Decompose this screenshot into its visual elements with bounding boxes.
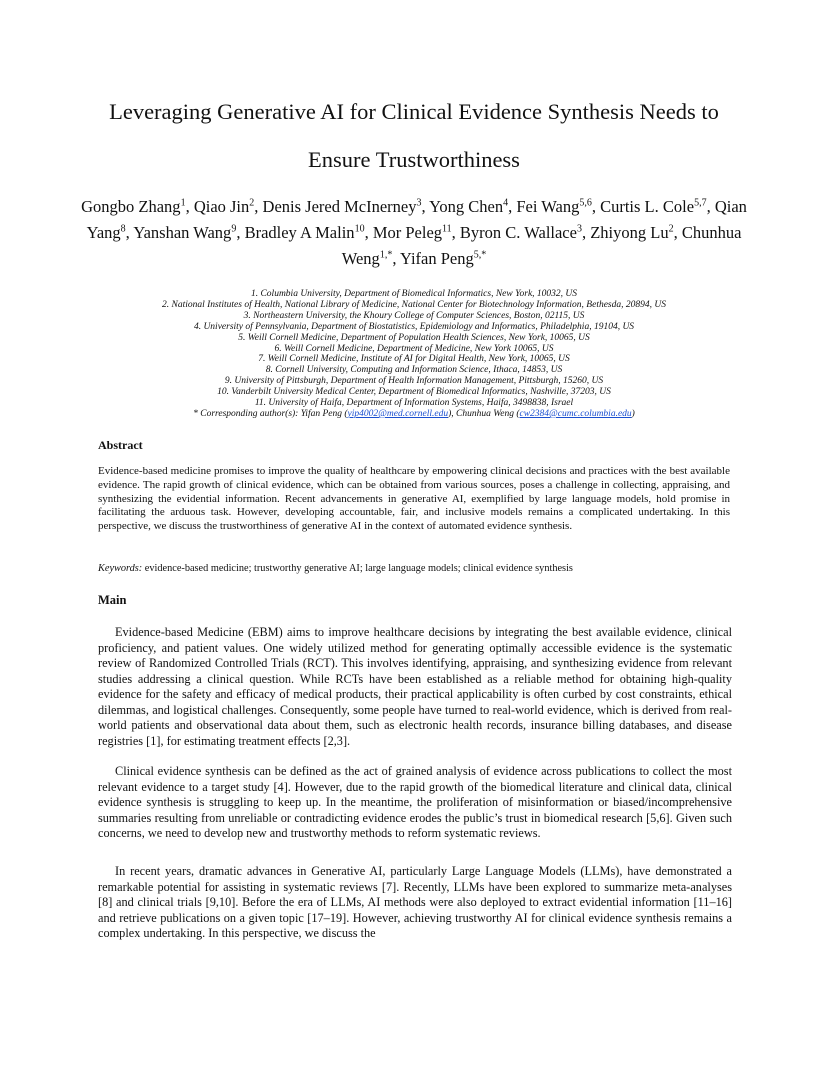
affiliation-line: 9. University of Pittsburgh, Department of Health Information Management, Pittsburgh, 15260, US	[224, 376, 604, 387]
corresponding-suffix: )	[631, 408, 635, 419]
corresponding-prefix: * Corresponding author(s): Yifan Peng (	[193, 408, 348, 419]
corresponding-middle: ), Chunhua Weng (	[448, 408, 520, 419]
abstract-heading: Abstract	[98, 438, 143, 452]
affiliation-line: 8. Cornell University, Computing and Information Science, Ithaca, 14853, US	[265, 365, 563, 376]
author-affiliation-mark: 8	[120, 223, 126, 235]
author-affiliation-mark: 2	[249, 197, 255, 209]
author-name: Yifan Peng	[399, 249, 474, 268]
keywords-line	[98, 563, 738, 574]
author-affiliation-mark: 1	[180, 197, 186, 209]
author-name: Curtis L. Cole	[600, 197, 695, 216]
affiliation-line: 5. Weill Cornell Medicine, Department of Population Health Sciences, New York, 10065, US	[238, 332, 590, 343]
main-heading: Main	[98, 593, 127, 607]
paper-title-line-2: Ensure Trustworthiness	[308, 147, 520, 172]
main-paragraph-2: Clinical evidence synthesis can be defined as the act of grained analysis of evidence across publications to collect the most relevant evidence to a target study [4]. However, due to the rapid growth of the biomedical literature and clinical data, clinical evidence synthesis is struggling to keep up. In the meantime, the proliferation of misinformation or biased/incomprehensive summaries resulting from unreliable or contradicting evidence erodes the public’s trust in biomedical research [5,6]. Given such concerns, we need to develop new and trustworthy methods to reform systematic reviews.	[98, 764, 732, 840]
author-affiliation-mark: 5,*	[473, 249, 487, 261]
keywords-label: Keywords:	[98, 563, 143, 574]
affiliation-line: 7. Weill Cornell Medicine, Institute of AI for Digital Health, New York, 10065, US	[258, 354, 570, 365]
email-link-weng[interactable]: cw2384@cumc.columbia.edu	[519, 408, 632, 419]
author-affiliation-mark: 11	[442, 223, 452, 235]
corresponding-author-line	[60, 409, 768, 420]
affiliation-line: 4. University of Pennsylvania, Department of Biostatistics, Epidemiology and Informatics, Philadelphia, 19104, US	[193, 321, 635, 332]
affiliation-line: 2. National Institutes of Health, National Library of Medicine, National Center for Biotechnology Information, Bethesda, 20894, US	[162, 299, 666, 310]
author-affiliation-mark: 4	[503, 197, 509, 209]
affiliation-line: 6. Weill Cornell Medicine, Department of Medicine, New York 10065, US	[274, 343, 554, 354]
paper-title-line-1: Leveraging Generative AI for Clinical Evidence Synthesis Needs to	[109, 99, 719, 124]
author-name: Byron C. Wallace	[459, 223, 577, 242]
keywords-text: evidence-based medicine; trustworthy generative AI; large language models; clinical evidence synthesis	[142, 563, 573, 574]
affiliation-line: 10. Vanderbilt University Medical Center, Department of Biomedical Informatics, Nashville, 37203, US	[217, 387, 611, 398]
author-name: Yong Chen	[429, 197, 504, 216]
affiliation-line: 1. Columbia University, Department of Biomedical Informatics, New York, 10032, US	[250, 289, 578, 299]
author-affiliation-mark: 3	[576, 223, 582, 235]
author-affiliation-mark: 5,7	[694, 197, 707, 209]
author-affiliation-mark: 5,6	[579, 197, 592, 209]
author-name: Bradley A Malin	[244, 223, 355, 242]
affiliation-line: 11. University of Haifa, Department of Information Systems, Haifa, 3498838, Israel	[254, 398, 574, 409]
author-name: Gongbo Zhang	[81, 197, 181, 216]
main-paragraph-1: Evidence-based Medicine (EBM) aims to improve healthcare decisions by integrating the best available evidence, clinical proficiency, and patient values. One widely utilized method for generating optimally accessible evidence is the systematic review of Randomized Controlled Trials (RCT). This involves identifying, appraising, and synthesizing evidence from relevant studies addressing a clinical question. While RCTs have been established as a reliable method for obtaining high-quality evidence for the safety and efficacy of medical products, their practical applicability is often curbed by cost constraints, ethical dilemmas, and logistical challenges. Consequently, some people have turned to real-world evidence, which is derived from real-world patients and observational data about them, such as electronic health records, insurance billing databases, and disease registries [1], for estimating treatment effects [2,3].	[98, 625, 732, 748]
affiliation-list	[60, 289, 768, 420]
author-name: Qiao Jin	[193, 197, 250, 216]
email-link-peng[interactable]: yip4002@med.cornell.edu	[347, 408, 449, 419]
abstract-text: Evidence-based medicine promises to improve the quality of healthcare by empowering clinical decisions and practices with the best available evidence. The rapid growth of clinical evidence, which can be obtained from various sources, poses a challenge in collecting, appraising, and synthesizing the evidential information. Recent advancements in generative AI, exemplified by large language models, hold promise in facilitating the arduous task. However, developing accountable, fair, and inclusive models remains a complicated undertaking. In this perspective, we discuss the trustworthiness of generative AI in the context of automated evidence synthesis.	[98, 465, 730, 533]
author-affiliation-mark: 10	[354, 223, 365, 235]
affiliation-line: 3. Northeastern University, the Khoury College of Computer Sciences, Boston, 02115, US	[243, 310, 585, 321]
author-affiliation-mark: 9	[231, 223, 237, 235]
author-list: Gongbo Zhang$^1$, Qiao Jin$^2$, Denis Jered McInerney$^3$, Yong Chen$^4$, Fei Wang$^{5,6}$, Curtis L. Cole$^{5,7}$, Qian Yang$^8$, Yanshan Wang$^9$, Bradley A Malin$^{10}$, Mor Peleg$^{11}$, Byron C. Wallace$^3$, Zhiyong Lu$^2$, Chunhua Weng$^{1,*}$, Yifan Peng$^{5,*}$	[81, 197, 747, 268]
author-name: Yanshan Wang	[133, 223, 232, 242]
author-affiliation-mark: 2	[668, 223, 674, 235]
author-affiliation-mark: 1,*	[379, 249, 393, 261]
author-name: Denis Jered McInerney	[262, 197, 417, 216]
main-paragraph-3: In recent years, dramatic advances in Generative AI, particularly Large Language Models (LLMs), have demonstrated a remarkable potential for assisting in systematic reviews [7]. Recently, LLMs have been explored to summarize meta-analyses [8] and clinical trials [9,10]. Before the era of LLMs, AI methods were also deployed to extract evidential information [11–16] and retrieve publications on a given topic [17–19]. However, achieving trustworthy AI for clinical evidence synthesis remains a complex undertaking. In this perspective, we discuss the	[98, 864, 732, 940]
author-name: Mor Peleg	[372, 223, 443, 242]
author-name: Fei Wang	[516, 197, 580, 216]
author-name: Chunhua Weng	[341, 223, 742, 268]
author-name: Qian Yang	[86, 197, 747, 242]
author-name: Zhiyong Lu	[590, 223, 669, 242]
author-affiliation-mark: 3	[416, 197, 422, 209]
